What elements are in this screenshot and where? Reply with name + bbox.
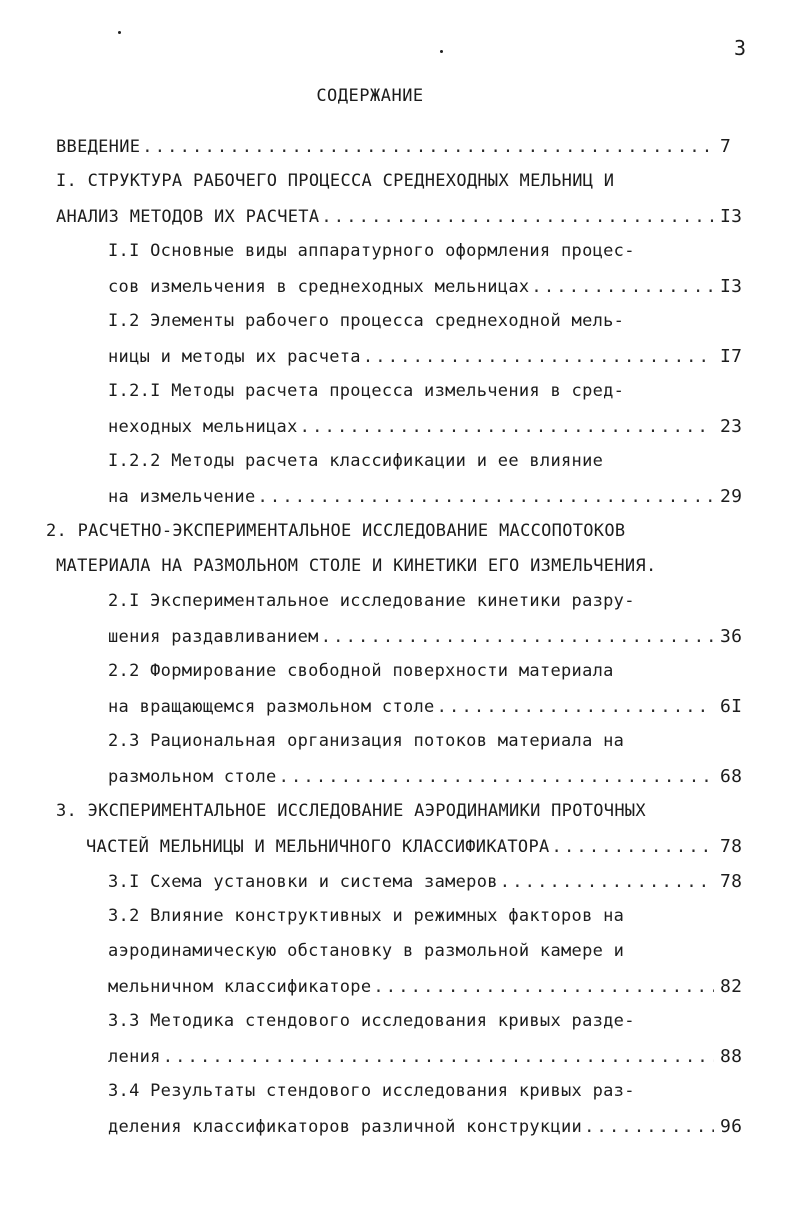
dot-leader	[321, 207, 714, 229]
toc-entry-introduction	[56, 136, 746, 166]
toc-entry-page: I7	[720, 346, 743, 367]
toc-entry-text: ления	[108, 1047, 161, 1067]
toc-entry-2-1	[108, 591, 746, 621]
toc-entry-3-2-cont	[108, 941, 746, 971]
toc-entry-chapter-3	[56, 801, 746, 831]
toc-entry-text: 2.3 Рациональная организация потоков материала на	[108, 731, 625, 751]
toc-entry-text: I. СТРУКТУРА РАБОЧЕГО ПРОЦЕССА СРЕДНЕХОДНЫХ МЕЛЬНИЦ И	[56, 171, 615, 191]
toc-entry-1-2-cont	[108, 346, 746, 376]
dot-leader	[531, 277, 714, 299]
toc-entry-page: 23	[720, 416, 743, 437]
toc-entry-1-2-1	[108, 381, 746, 411]
toc-entry-2-1-cont	[108, 626, 746, 656]
toc-entry-3-3-cont	[108, 1046, 746, 1076]
toc-entry-page: 29	[720, 486, 743, 507]
toc-entry-3-4	[108, 1081, 746, 1111]
toc-entry-2-2	[108, 661, 746, 691]
toc-entry-text: деления классификаторов различной конструкции	[108, 1117, 583, 1137]
toc-entry-1-1	[108, 241, 746, 271]
toc-entry-text: 2.I Экспериментальное исследование кинетики разру-	[108, 591, 635, 611]
toc-entry-text: размольном столе	[108, 767, 277, 787]
dot-leader	[321, 627, 714, 649]
toc-entry-page: 78	[720, 871, 743, 892]
scan-speck	[440, 50, 443, 53]
toc-entry-text: аэродинамическую обстановку в размольной камере и	[108, 941, 625, 961]
toc-entry-page: I3	[720, 206, 743, 227]
toc-entry-text: мельничном классификаторе	[108, 977, 372, 997]
toc-entry-page: 68	[720, 766, 743, 787]
toc-entry-1-2-2	[108, 451, 746, 481]
toc-entry-page: 6I	[720, 696, 743, 717]
toc-entry-text: I.2 Элементы рабочего процесса среднеходной мель-	[108, 311, 625, 331]
toc-entry-chapter-2	[46, 521, 746, 551]
page-number: 3	[734, 36, 747, 60]
toc-entry-text: 3.I Схема установки и система замеров	[108, 872, 498, 892]
toc-entry-chapter-1	[56, 171, 746, 201]
dot-leader	[437, 697, 714, 719]
toc-entry-3-4-cont	[108, 1116, 746, 1146]
toc-entry-chapter-1-cont	[56, 206, 746, 236]
dot-leader	[552, 837, 714, 859]
dot-leader	[142, 137, 714, 159]
toc-entry-2-3-cont	[108, 766, 746, 796]
toc-entry-text: 3.3 Методика стендового исследования кривых разде-	[108, 1011, 635, 1031]
toc-entry-2-3	[108, 731, 746, 761]
toc-entry-1-1-cont	[108, 276, 746, 306]
dot-leader	[363, 347, 714, 369]
toc-entry-text: 3.4 Результаты стендового исследования кривых раз-	[108, 1081, 635, 1101]
toc-entry-text: ницы и методы их расчета	[108, 347, 361, 367]
toc-entry-text: 2. РАСЧЕТНО-ЭКСПЕРИМЕНТАЛЬНОЕ ИССЛЕДОВАНИЕ МАССОПОТОКОВ	[46, 521, 626, 541]
toc-entry-3-3	[108, 1011, 746, 1041]
toc-entry-1-2	[108, 311, 746, 341]
toc-entry-chapter-3-cont	[86, 836, 746, 866]
dot-leader	[279, 767, 714, 789]
toc-entry-page: 7	[720, 136, 732, 157]
toc-entry-1-2-2-cont	[108, 486, 746, 516]
toc-entry-1-2-1-cont	[108, 416, 746, 446]
toc-entry-text: на вращающемся размольном столе	[108, 697, 435, 717]
toc-entry-text: сов измельчения в среднеходных мельницах	[108, 277, 530, 297]
toc-entry-2-2-cont	[108, 696, 746, 726]
toc-entry-text: I.2.I Методы расчета процесса измельчения в сред-	[108, 381, 625, 401]
toc-entry-page: I3	[720, 276, 743, 297]
toc-entry-text: I.2.2 Методы расчета классификации и ее влияние	[108, 451, 604, 471]
dot-leader	[500, 872, 714, 894]
toc-entry-3-2-cont-2	[108, 976, 746, 1006]
toc-entry-3-2	[108, 906, 746, 936]
toc-entry-page: 82	[720, 976, 743, 997]
toc-entry-text: 3.2 Влияние конструктивных и режимных факторов на	[108, 906, 625, 926]
dot-leader	[258, 487, 715, 509]
toc-entry-text: неходных мельницах	[108, 417, 298, 437]
toc-entry-page: 88	[720, 1046, 743, 1067]
toc-entry-text: I.I Основные виды аппаратурного оформления процес-	[108, 241, 635, 261]
toc-entry-page: 36	[720, 626, 743, 647]
toc-entry-text: шения раздавливанием	[108, 627, 319, 647]
toc-entry-text: АНАЛИЗ МЕТОДОВ ИХ РАСЧЕТА	[56, 207, 320, 227]
toc-entry-text: ЧАСТЕЙ МЕЛЬНИЦЫ И МЕЛЬНИЧНОГО КЛАССИФИКАТОРА	[86, 837, 550, 857]
toc-entry-3-1	[108, 871, 746, 901]
scan-speck	[118, 31, 121, 34]
toc-entry-page: 96	[720, 1116, 743, 1137]
toc-entry-chapter-2-cont	[56, 556, 746, 586]
toc-entry-text: МАТЕРИАЛА НА РАЗМОЛЬНОМ СТОЛЕ И КИНЕТИКИ ЕГО ИЗМЕЛЬЧЕНИЯ.	[56, 556, 657, 576]
dot-leader	[163, 1047, 714, 1069]
toc-entry-text: на измельчение	[108, 487, 256, 507]
toc-entry-text: 2.2 Формирование свободной поверхности материала	[108, 661, 614, 681]
toc-entry-page: 78	[720, 836, 743, 857]
dot-leader	[373, 977, 714, 999]
toc-entry-text: ВВЕДЕНИЕ	[56, 137, 141, 157]
dot-leader	[300, 417, 714, 439]
toc-entry-text: 3. ЭКСПЕРИМЕНТАЛЬНОЕ ИССЛЕДОВАНИЕ АЭРОДИНАМИКИ ПРОТОЧНЫХ	[56, 801, 646, 821]
dot-leader	[584, 1117, 714, 1139]
page-title: СОДЕРЖАНИЕ	[316, 86, 424, 106]
